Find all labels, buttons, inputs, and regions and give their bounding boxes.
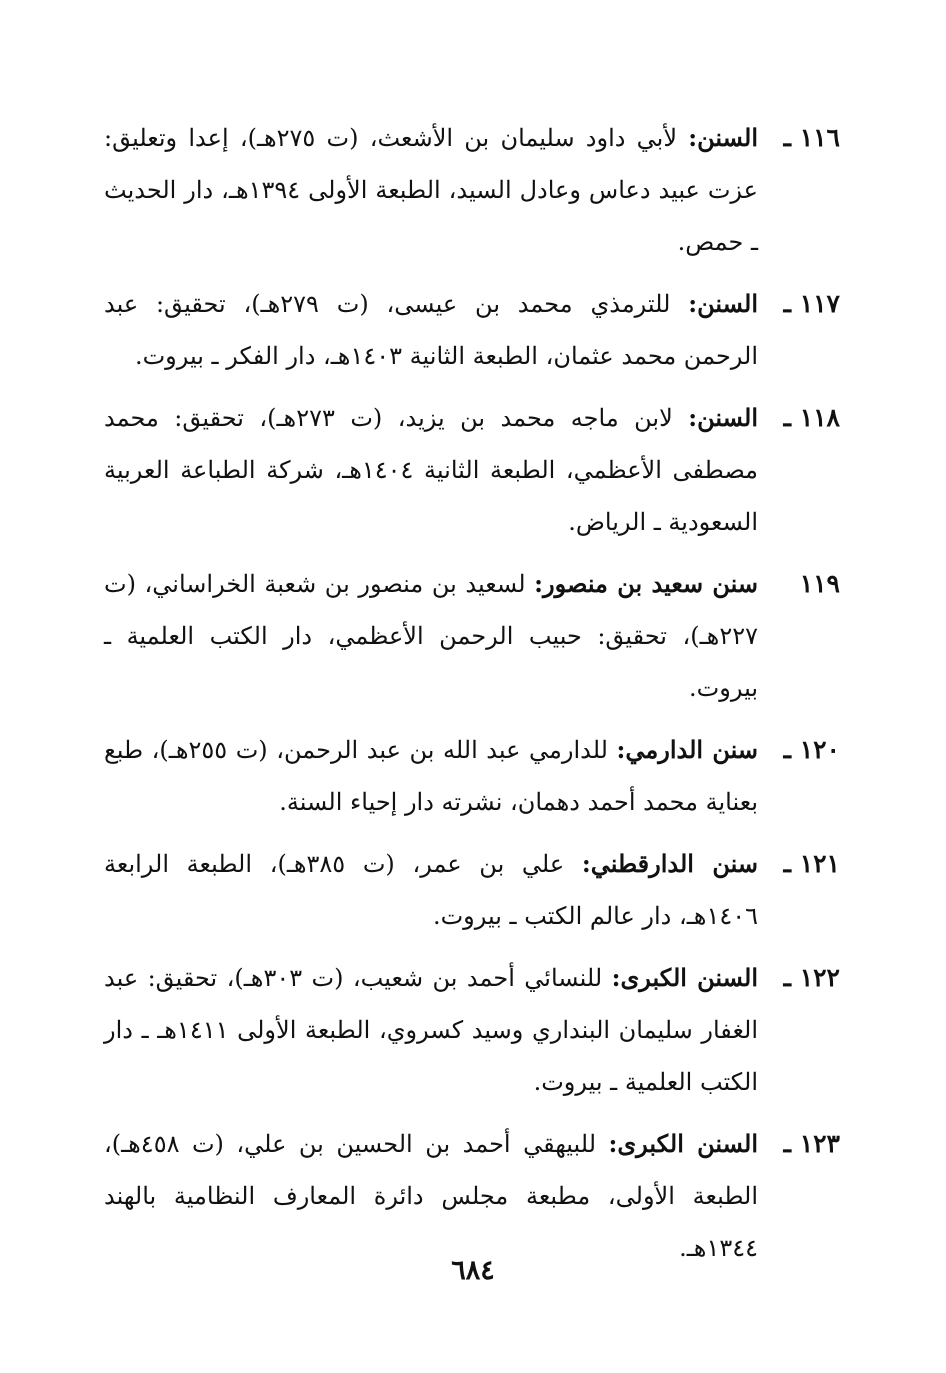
bibliography-entry bbox=[104, 952, 840, 1108]
entry-title: السنن الكبرى: bbox=[608, 1129, 758, 1158]
entry-body bbox=[104, 112, 758, 268]
entry-title: السنن: bbox=[688, 123, 758, 152]
entry-body bbox=[104, 724, 758, 828]
entry-text: لأبي داود سليمان بن الأشعث، (ت ٢٧٥هـ)، إعدا وتعليق: عزت عبيد دعاس وعادل السيد، الطبعة الأولى ١٣٩٤هـ، دار الحديث ـ حمص. bbox=[104, 124, 758, 256]
entry-text: لابن ماجه محمد بن يزيد، (ت ٢٧٣هـ)، تحقيق: محمد مصطفى الأعظمي، الطبعة الثانية ١٤٠٤هـ، شركة الطباعة العربية السعودية ـ الرياض. bbox=[104, 404, 758, 536]
entry-text: علي بن عمر، (ت ٣٨٥هـ)، الطبعة الرابعة ١٤٠٦هـ، دار عالم الكتب ـ بيروت. bbox=[104, 850, 758, 930]
entry-text: للنسائي أحمد بن شعيب، (ت ٣٠٣هـ)، تحقيق: عبد الغفار سليمان البنداري وسيد كسروي، الطبعة الأولى ١٤١١هـ ـ دار الكتب العلمية ـ بيروت. bbox=[104, 964, 759, 1096]
entry-body bbox=[104, 1118, 758, 1274]
entry-body bbox=[104, 838, 758, 942]
entry-title: سنن سعيد بن منصور: bbox=[534, 569, 759, 598]
entry-body bbox=[104, 952, 758, 1108]
entry-body bbox=[104, 392, 758, 548]
entry-body bbox=[104, 278, 758, 382]
bibliography-entry bbox=[104, 724, 840, 828]
entry-body bbox=[104, 558, 758, 714]
bibliography-entry bbox=[104, 112, 840, 268]
entry-text: للدارمي عبد الله بن عبد الرحمن، (ت ٢٥٥هـ)، طبع بعناية محمد أحمد دهمان، نشرته دار إحياء السنة. bbox=[104, 736, 758, 816]
entry-number: ١١٧ ـ bbox=[783, 289, 840, 318]
entry-title: السنن: bbox=[688, 403, 758, 432]
entry-text: لسعيد بن منصور بن شعبة الخراساني، (ت ٢٢٧هـ)، تحقيق: حبيب الرحمن الأعظمي، دار الكتب العلمية ـ بيروت. bbox=[104, 570, 758, 702]
page-number: ٦٨٤ bbox=[451, 1255, 495, 1286]
entry-number: ١٢٢ ـ bbox=[783, 963, 840, 992]
entry-text: للبيهقي أحمد بن الحسين بن علي، (ت ٤٥٨هـ)، الطبعة الأولى، مطبعة مجلس دائرة المعارف النظامية بالهند ١٣٤٤هـ. bbox=[104, 1130, 758, 1262]
entry-title: السنن الكبرى: bbox=[611, 963, 758, 992]
entry-number: ١٢٠ ـ bbox=[783, 735, 840, 764]
entry-title: سنن الدارمي: bbox=[616, 735, 759, 764]
bibliography-entry bbox=[104, 278, 840, 382]
entry-text: للترمذي محمد بن عيسى، (ت ٢٧٩هـ)، تحقيق: عبد الرحمن محمد عثمان، الطبعة الثانية ١٤٠٣هـ، دار الفكر ـ بيروت. bbox=[104, 290, 758, 370]
entry-number: ١٢١ ـ bbox=[783, 849, 840, 878]
bibliography-entry bbox=[104, 392, 840, 548]
entry-title: سنن الدارقطني: bbox=[581, 849, 758, 878]
bibliography-entry bbox=[104, 558, 840, 714]
bibliography-entry bbox=[104, 1118, 840, 1274]
bibliography-entry bbox=[104, 838, 840, 942]
entry-number: ١١٩ bbox=[799, 569, 840, 598]
entry-title: السنن: bbox=[688, 289, 759, 318]
entry-number: ١٢٣ ـ bbox=[783, 1129, 840, 1158]
entry-number: ١١٦ ـ bbox=[783, 123, 840, 152]
entry-number: ١١٨ ـ bbox=[783, 403, 840, 432]
bibliography-list bbox=[104, 112, 840, 1284]
